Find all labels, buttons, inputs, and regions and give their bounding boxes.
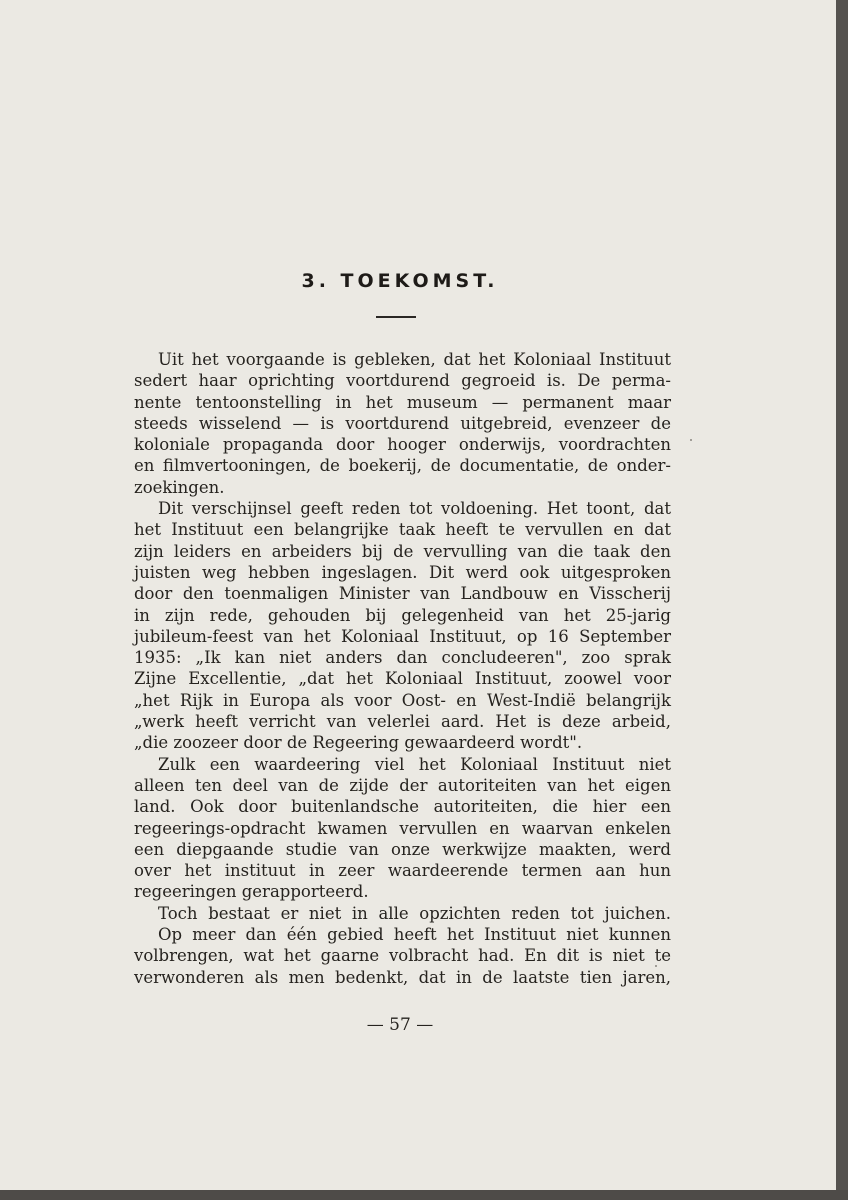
text-line: „het Rijk in Europa als voor Oost- en West-Indië belangrijk [134,690,671,710]
text-line: steeds wisselend — is voortdurend uitgebreid, evenzeer de [134,413,671,433]
text-line: koloniale propaganda door hooger onderwijs, voordrachten [134,435,671,455]
text-line: 1935: „Ik kan niet anders dan concludeeren", zoo sprak [134,648,671,668]
text-line: volbrengen, wat het gaarne volbracht had. En dit is niet te [134,946,671,966]
text-line: over het instituut in zeer waardeerende termen aan hun [134,861,671,881]
text-line: in zijn rede, gehouden bij gelegenheid van het 25-jarig [134,605,671,625]
section-heading: 3. TOEKOMST. [301,270,499,292]
text-line: verwonderen als men bedenkt, dat in de laatste tien jaren, [134,967,671,987]
text-line: regeeringen gerapporteerd. [134,882,369,902]
text-line: juisten weg hebben ingeslagen. Dit werd ook uitgesproken [134,562,671,582]
text-line: alleen ten deel van de zijde der autoriteiten van het eigen [134,775,671,795]
text-line: een diepgaande studie van onze werkwijze maakten, werd [134,839,671,859]
scan-border-bottom [0,1190,848,1200]
text-line: land. Ook door buitenlandsche autoriteiten, die hier een [134,797,671,817]
text-line: zoekingen. [134,477,225,497]
text-line: Toch bestaat er niet in alle opzichten reden tot juichen. [158,903,671,923]
text-line: door den toenmaligen Minister van Landbouw en Visscherij [134,584,671,604]
text-line: en filmvertooningen, de boekerij, de documentatie, de onder- [134,456,671,476]
paper-speck [655,965,657,967]
paper-speck [690,439,692,441]
text-line: jubileum-feest van het Koloniaal Instituut, op 16 September [134,626,671,646]
text-line: zijn leiders en arbeiders bij de vervulling van die taak den [134,541,671,561]
heading-rule [376,316,416,318]
text-line: Zulk een waardeering viel het Koloniaal Instituut niet [158,754,671,774]
text-line: „die zoozeer door de Regeering gewaardeerd wordt". [134,733,583,753]
text-line: Op meer dan één gebied heeft het Instituut niet kunnen [158,925,671,945]
text-line: het Instituut een belangrijke taak heeft te vervullen en dat [134,520,671,540]
text-line: Uit het voorgaande is gebleken, dat het Koloniaal Instituut [158,350,671,369]
text-line: Dit verschijnsel geeft reden tot voldoening. Het toont, dat [158,499,671,519]
text-line: „werk heeft verricht van velerlei aard. Het is deze arbeid, [134,712,671,732]
text-line: regeerings-opdracht kwamen vervullen en waarvan enkelen [134,818,671,838]
scan-border-right [836,0,848,1200]
text-line: Zijne Excellentie, „dat het Koloniaal Instituut, zoowel voor [134,669,671,689]
body-text [134,349,671,988]
text-line: nente tentoonstelling in het museum — permanent maar [134,392,671,412]
text-line: sedert haar oprichting voortdurend gegroeid is. De perma- [134,371,671,391]
page-number: — 57 — [366,1015,434,1035]
